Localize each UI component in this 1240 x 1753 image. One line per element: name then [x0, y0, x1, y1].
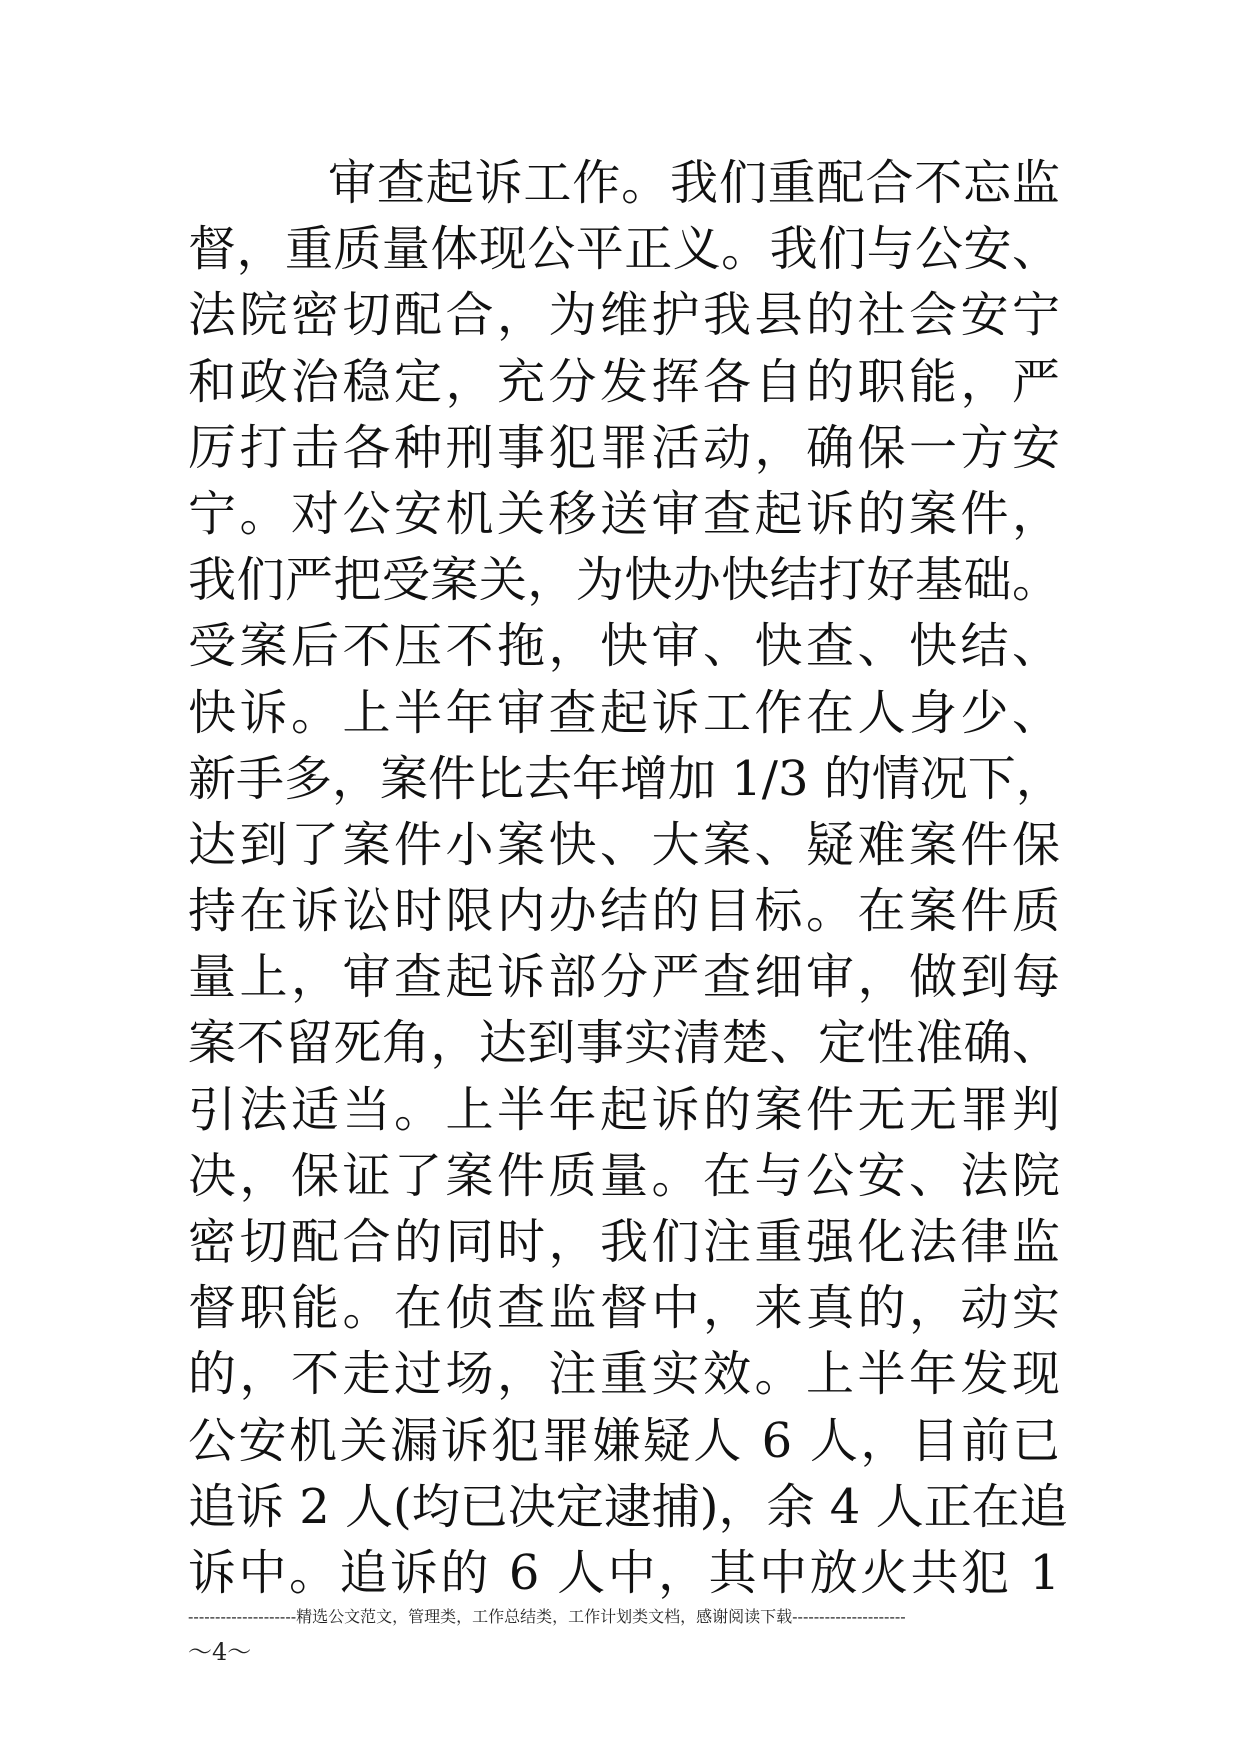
text-line-3: 法院密切配合，为维护我县的社会安宁 — [188, 287, 1060, 344]
text-line-16: 决，保证了案件质量。在与公安、法院 — [188, 1147, 1060, 1204]
text-line-14: 案不留死角，达到事实清楚、定性准确、 — [188, 1015, 1060, 1072]
text-line-2: 督，重质量体现公平正义。我们与公安、 — [188, 221, 1060, 278]
text-line-13: 量上，审查起诉部分严查细审，做到每 — [188, 949, 1060, 1006]
text-line-20: 公安机关漏诉犯罪嫌疑人 6 人，目前已 — [188, 1412, 1060, 1469]
text-line-19: 的，不走过场，注重实效。上半年发现 — [188, 1346, 1060, 1403]
text-line-5: 厉打击各种刑事犯罪活动，确保一方安 — [188, 419, 1060, 476]
footer-note: --------------------精选公文范文，管理类，工作总结类，工作计划类文档，感谢阅读下载--------------------- — [188, 1607, 906, 1626]
text-line-9: 快诉。上半年审查起诉工作在人身少、 — [188, 684, 1060, 741]
page-number: ～4～ — [188, 1638, 252, 1666]
body-text — [188, 150, 1068, 1606]
text-line-15: 引法适当。上半年起诉的案件无无罪判 — [188, 1081, 1060, 1138]
text-line-12: 持在诉讼时限内办结的目标。在案件质 — [188, 883, 1060, 940]
text-line-6: 宁。对公安机关移送审查起诉的案件， — [188, 485, 1060, 542]
text-line-4: 和政治稳定，充分发挥各自的职能，严 — [188, 353, 1060, 410]
text-line-8: 受案后不压不拖，快审、快查、快结、 — [188, 618, 1060, 675]
text-line-1: 审查起诉工作。我们重配合不忘监 — [328, 155, 1060, 211]
text-line-7: 我们严把受案关，为快办快结打好基础。 — [188, 552, 1060, 609]
text-line-10: 新手多，案件比去年增加 1/3 的情况下， — [188, 750, 1064, 807]
text-line-22: 诉中。追诉的 6 人中，其中放火共犯 1 — [188, 1544, 1060, 1601]
text-line-17: 密切配合的同时，我们注重强化法律监 — [188, 1214, 1060, 1270]
text-line-11: 达到了案件小案快、大案、疑难案件保 — [188, 816, 1060, 873]
text-line-21: 追诉 2 人(均已决定逮捕)，余 4 人正在追 — [188, 1478, 1068, 1535]
text-line-18: 督职能。在侦查监督中，来真的，动实 — [188, 1280, 1060, 1337]
